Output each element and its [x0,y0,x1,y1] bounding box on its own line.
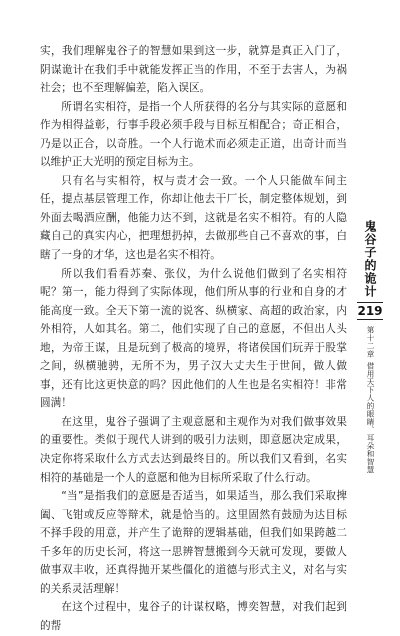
running-sidebar [354,220,386,474]
body-text [40,42,347,636]
paragraph: 只有名与实相符，权与责才会一致。一个人只能做车间主任，提点基层管理工作，你却让他去干厂长，制定整体规划，到外面去喝酒应酬，他能力达不到，这就是名实不相符。有的人隐藏自己的真实内心，把理想扔掉，去做那些自己不喜欢的事，白瞎了一身的才华，这也是名实不相符。 [40,174,347,262]
paragraph: 所谓名实相符，是指一个人所获得的名分与其实际的意愿和作为相得益彰，行事手段必须手段与目标互相配合；奇正相合，乃是以正合，以奇胜。一个人行诡术而必须走正道，出奇计而当以维护正大光明的预定目标为主。 [40,100,347,169]
chapter-label: 第十二章 [366,326,375,358]
chapter-heading [364,326,376,474]
book-title: 鬼谷子的诡计 [363,220,377,298]
page-number: 219 [357,304,383,318]
paragraph: 在这里，鬼谷子强调了主观意愿和主观作为对我们做事效果的重要性。类似于现代人讲到的吸引力法则，即意愿决定成果，决定你将采取什么方式去达到最终目的。所以我们又看到，名实相符的基础是一个人的意愿和他为目标所采取了什么行动。 [40,415,347,484]
chapter-title: 借用天下人的眼睛、耳朵和智慧 [366,362,375,474]
paragraph: 所以我们看看苏秦、张仪，为什么说他们做到了名实相符呢？第一，能力得到了实际体现，他们所从事的行业和自身的才能高度一致。全天下第一流的说客、纵横家、高超的政治家，内外相符，人如其名。第二，他们实现了自己的意愿，不但出人头地，为帝王谋，且是玩到了极高的境界，将诸侯国们玩弄于股掌之间，纵横驰骋，无所不为，男子汉大丈夫生于世间，做人做事，还有比这更快意的吗？因此他们的人生也是名实相符！非常圆满！ [40,267,347,410]
paragraph: “当”是指我们的意愿是否适当，如果适当，那么我们采取捭阖、飞钳或反应等辩术，就是恰当的。这里固然有鼓励为达目标不择手段的用意，并产生了诡辩的逻辑基础，但我们如果跨越二千多年的历史长河，将这一思辨智慧搬到今天就可发现，要做人做事双丰收，还真得抛开某些僵化的道德与形式主义，对名与实的关系灵活理解！ [40,490,347,595]
paragraph: 在这个过程中，鬼谷子的计谋权略，博奕智慧，对我们起到的帮 [40,601,347,632]
paragraph: 实，我们理解鬼谷子的智慧如果到这一步，就算是真正入门了，阴谋诡计在我们手中就能发挥正当的作用，不至于去害人，为祸社会；也不至理解偏差，陷入误区。 [40,45,347,95]
